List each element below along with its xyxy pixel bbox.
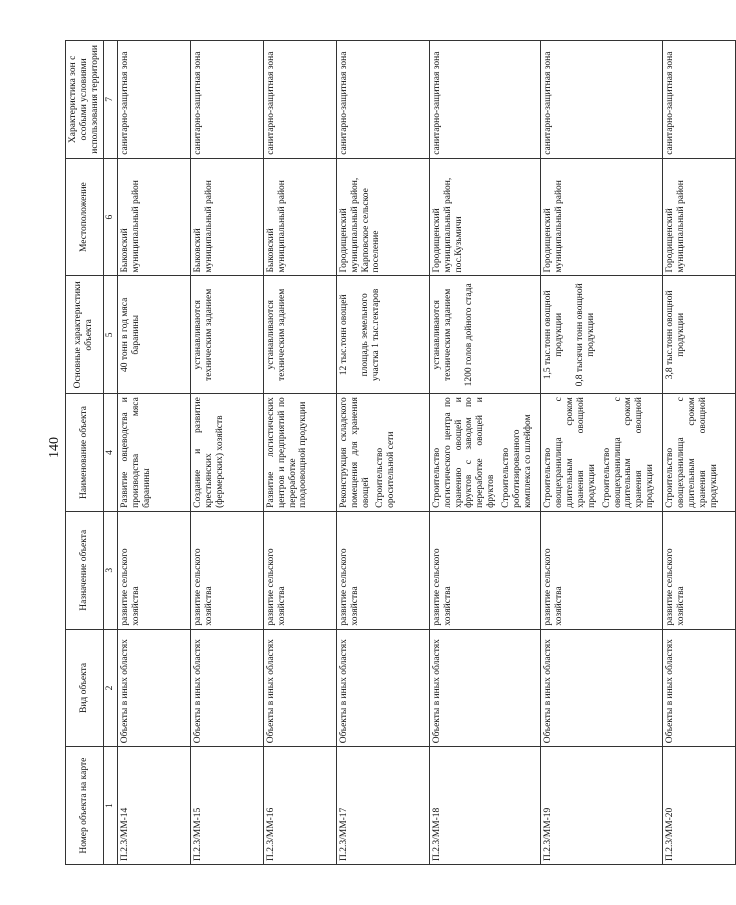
object-characteristic-text: устанавливаются техническим заданием [431, 288, 453, 381]
zone-cell: санитарно-защитная зона [190, 41, 263, 159]
object-name-text: Развитие овцеводства и производства мяса баранины [119, 397, 152, 508]
table-row [117, 41, 190, 865]
object-name-cell [429, 394, 540, 512]
object-type-cell: Объекты в иных областях [336, 629, 429, 747]
column-number: 5 [103, 276, 117, 394]
object-type-cell: Объекты в иных областях [540, 629, 662, 747]
object-type-cell: Объекты в иных областях [263, 629, 336, 747]
object-name-cell [336, 394, 429, 512]
object-characteristics-cell [540, 276, 662, 394]
object-characteristics-cell [663, 276, 736, 394]
header-zone: Характеристика зон с особыми условиями использования территории [66, 41, 104, 159]
location-cell: Городищенский муниципальный район, пос.Кузьмичи [429, 158, 540, 276]
object-number-cell: П.2.3/ММ-18 [429, 747, 540, 865]
object-name-text: Развитие логистических центров и предприятий по переработке плодоовощной продукции [265, 397, 309, 508]
location-cell: Быковский муниципальный район [117, 158, 190, 276]
table-row [190, 41, 263, 865]
object-name-cell [540, 394, 662, 512]
header-row [66, 41, 104, 865]
object-name-cell [663, 394, 736, 512]
object-characteristic-text: площадь земельного участка 1 тыс.гектаров [359, 288, 381, 382]
object-name-cell [263, 394, 336, 512]
location-cell: Быковский муниципальный район [263, 158, 336, 276]
zone-cell: санитарно-защитная зона [263, 41, 336, 159]
object-type-cell: Объекты в иных областях [117, 629, 190, 747]
header-object-name: Наименование объекта [66, 394, 104, 512]
column-number: 7 [103, 41, 117, 159]
object-purpose-cell: развитие сельского хозяйства [190, 511, 263, 629]
page-number: 140 [47, 437, 62, 458]
column-number-row [103, 41, 117, 865]
object-characteristic-text: 1,5 тыс.тонн овощной продукции [542, 290, 564, 380]
object-name-text: Строительство роботизированного комплекса со шлейфом [501, 414, 534, 508]
object-number-cell: П.2.3/ММ-20 [663, 747, 736, 865]
object-type-cell: Объекты в иных областях [663, 629, 736, 747]
object-characteristic-text: 40 тонн в год мяса баранины [119, 297, 141, 373]
object-type-cell: Объекты в иных областях [429, 629, 540, 747]
object-characteristic-text: 0,8 тысячи тонн овощной продукции [574, 283, 596, 387]
object-number-cell: П.2.3/ММ-17 [336, 747, 429, 865]
zone-cell: санитарно-защитная зона [117, 41, 190, 159]
object-name-cell [190, 394, 263, 512]
column-number: 1 [103, 747, 117, 865]
location-cell: Городищенский муниципальный район, Карповское сельское поселение [336, 158, 429, 276]
object-name-text: Строительство оросительной сети [375, 431, 397, 508]
object-number-cell: П.2.3/ММ-16 [263, 747, 336, 865]
column-number: 6 [103, 158, 117, 276]
object-characteristic-text: устанавливаются техническим заданием [192, 288, 214, 381]
object-purpose-cell: развитие сельского хозяйства [663, 511, 736, 629]
object-characteristic-text: устанавливаются техническим заданием [265, 288, 287, 381]
table-row [663, 41, 736, 865]
zone-cell: санитарно-защитная зона [663, 41, 736, 159]
location-cell: Быковский муниципальный район [190, 158, 263, 276]
object-characteristic-text: 3,8 тыс.тонн овощной продукции [665, 290, 687, 380]
objects-table [65, 40, 736, 865]
object-name-text: Строительство овощехранилища с длительным сроком хранения овощной продукции [665, 397, 719, 508]
table-row [263, 41, 336, 865]
header-object-characteristics: Основные характеристики объекта [66, 276, 104, 394]
header-object-type: Вид объекта [66, 629, 104, 747]
column-number: 3 [103, 511, 117, 629]
rotated-table-wrapper [65, 40, 719, 865]
object-name-cell [117, 394, 190, 512]
object-characteristic-text: 1200 голов дойного стада [463, 283, 474, 387]
location-cell: Городищенский муниципальный район [663, 158, 736, 276]
zone-cell: санитарно-защитная зона [429, 41, 540, 159]
table-body [117, 41, 736, 865]
object-name-text: Реконструкция складского помещения для хранения овощей [338, 397, 371, 508]
zone-cell: санитарно-защитная зона [336, 41, 429, 159]
object-purpose-cell: развитие сельского хозяйства [263, 511, 336, 629]
column-number: 2 [103, 629, 117, 747]
object-purpose-cell: развитие сельского хозяйства [336, 511, 429, 629]
column-number: 4 [103, 394, 117, 512]
table-row [336, 41, 429, 865]
zone-cell: санитарно-защитная зона [540, 41, 662, 159]
object-characteristics-cell [263, 276, 336, 394]
object-purpose-cell: развитие сельского хозяйства [117, 511, 190, 629]
object-characteristics-cell [429, 276, 540, 394]
object-number-cell: П.2.3/ММ-15 [190, 747, 263, 865]
object-number-cell: П.2.3/ММ-14 [117, 747, 190, 865]
object-name-text: Строительство овощехранилища с длительным сроком хранения овощной продукции [601, 397, 656, 508]
object-purpose-cell: развитие сельского хозяйства [429, 511, 540, 629]
object-name-text: Создание и развитие крестьянских (фермерских) хозяйств [192, 397, 225, 508]
object-type-cell: Объекты в иных областях [190, 629, 263, 747]
object-characteristics-cell [117, 276, 190, 394]
table-row [429, 41, 540, 865]
table-row [540, 41, 662, 865]
object-name-text: Строительство овощехранилища с длительным сроком хранения овощной продукции [542, 397, 597, 508]
object-characteristic-text: 12 тыс.тонн овощей [338, 294, 349, 376]
header-object-purpose: Назначение объекта [66, 511, 104, 629]
object-characteristics-cell [190, 276, 263, 394]
object-purpose-cell: развитие сельского хозяйства [540, 511, 662, 629]
object-name-text: Строительство логистического центра по хранению овощей и фруктов с заводом по переработке овощей и фруктов [431, 397, 497, 508]
header-object-number: Номер объекта на карте [66, 747, 104, 865]
object-number-cell: П.2.3/ММ-19 [540, 747, 662, 865]
object-characteristics-cell [336, 276, 429, 394]
location-cell: Городищенский муниципальный район [540, 158, 662, 276]
header-location: Местоположение [66, 158, 104, 276]
